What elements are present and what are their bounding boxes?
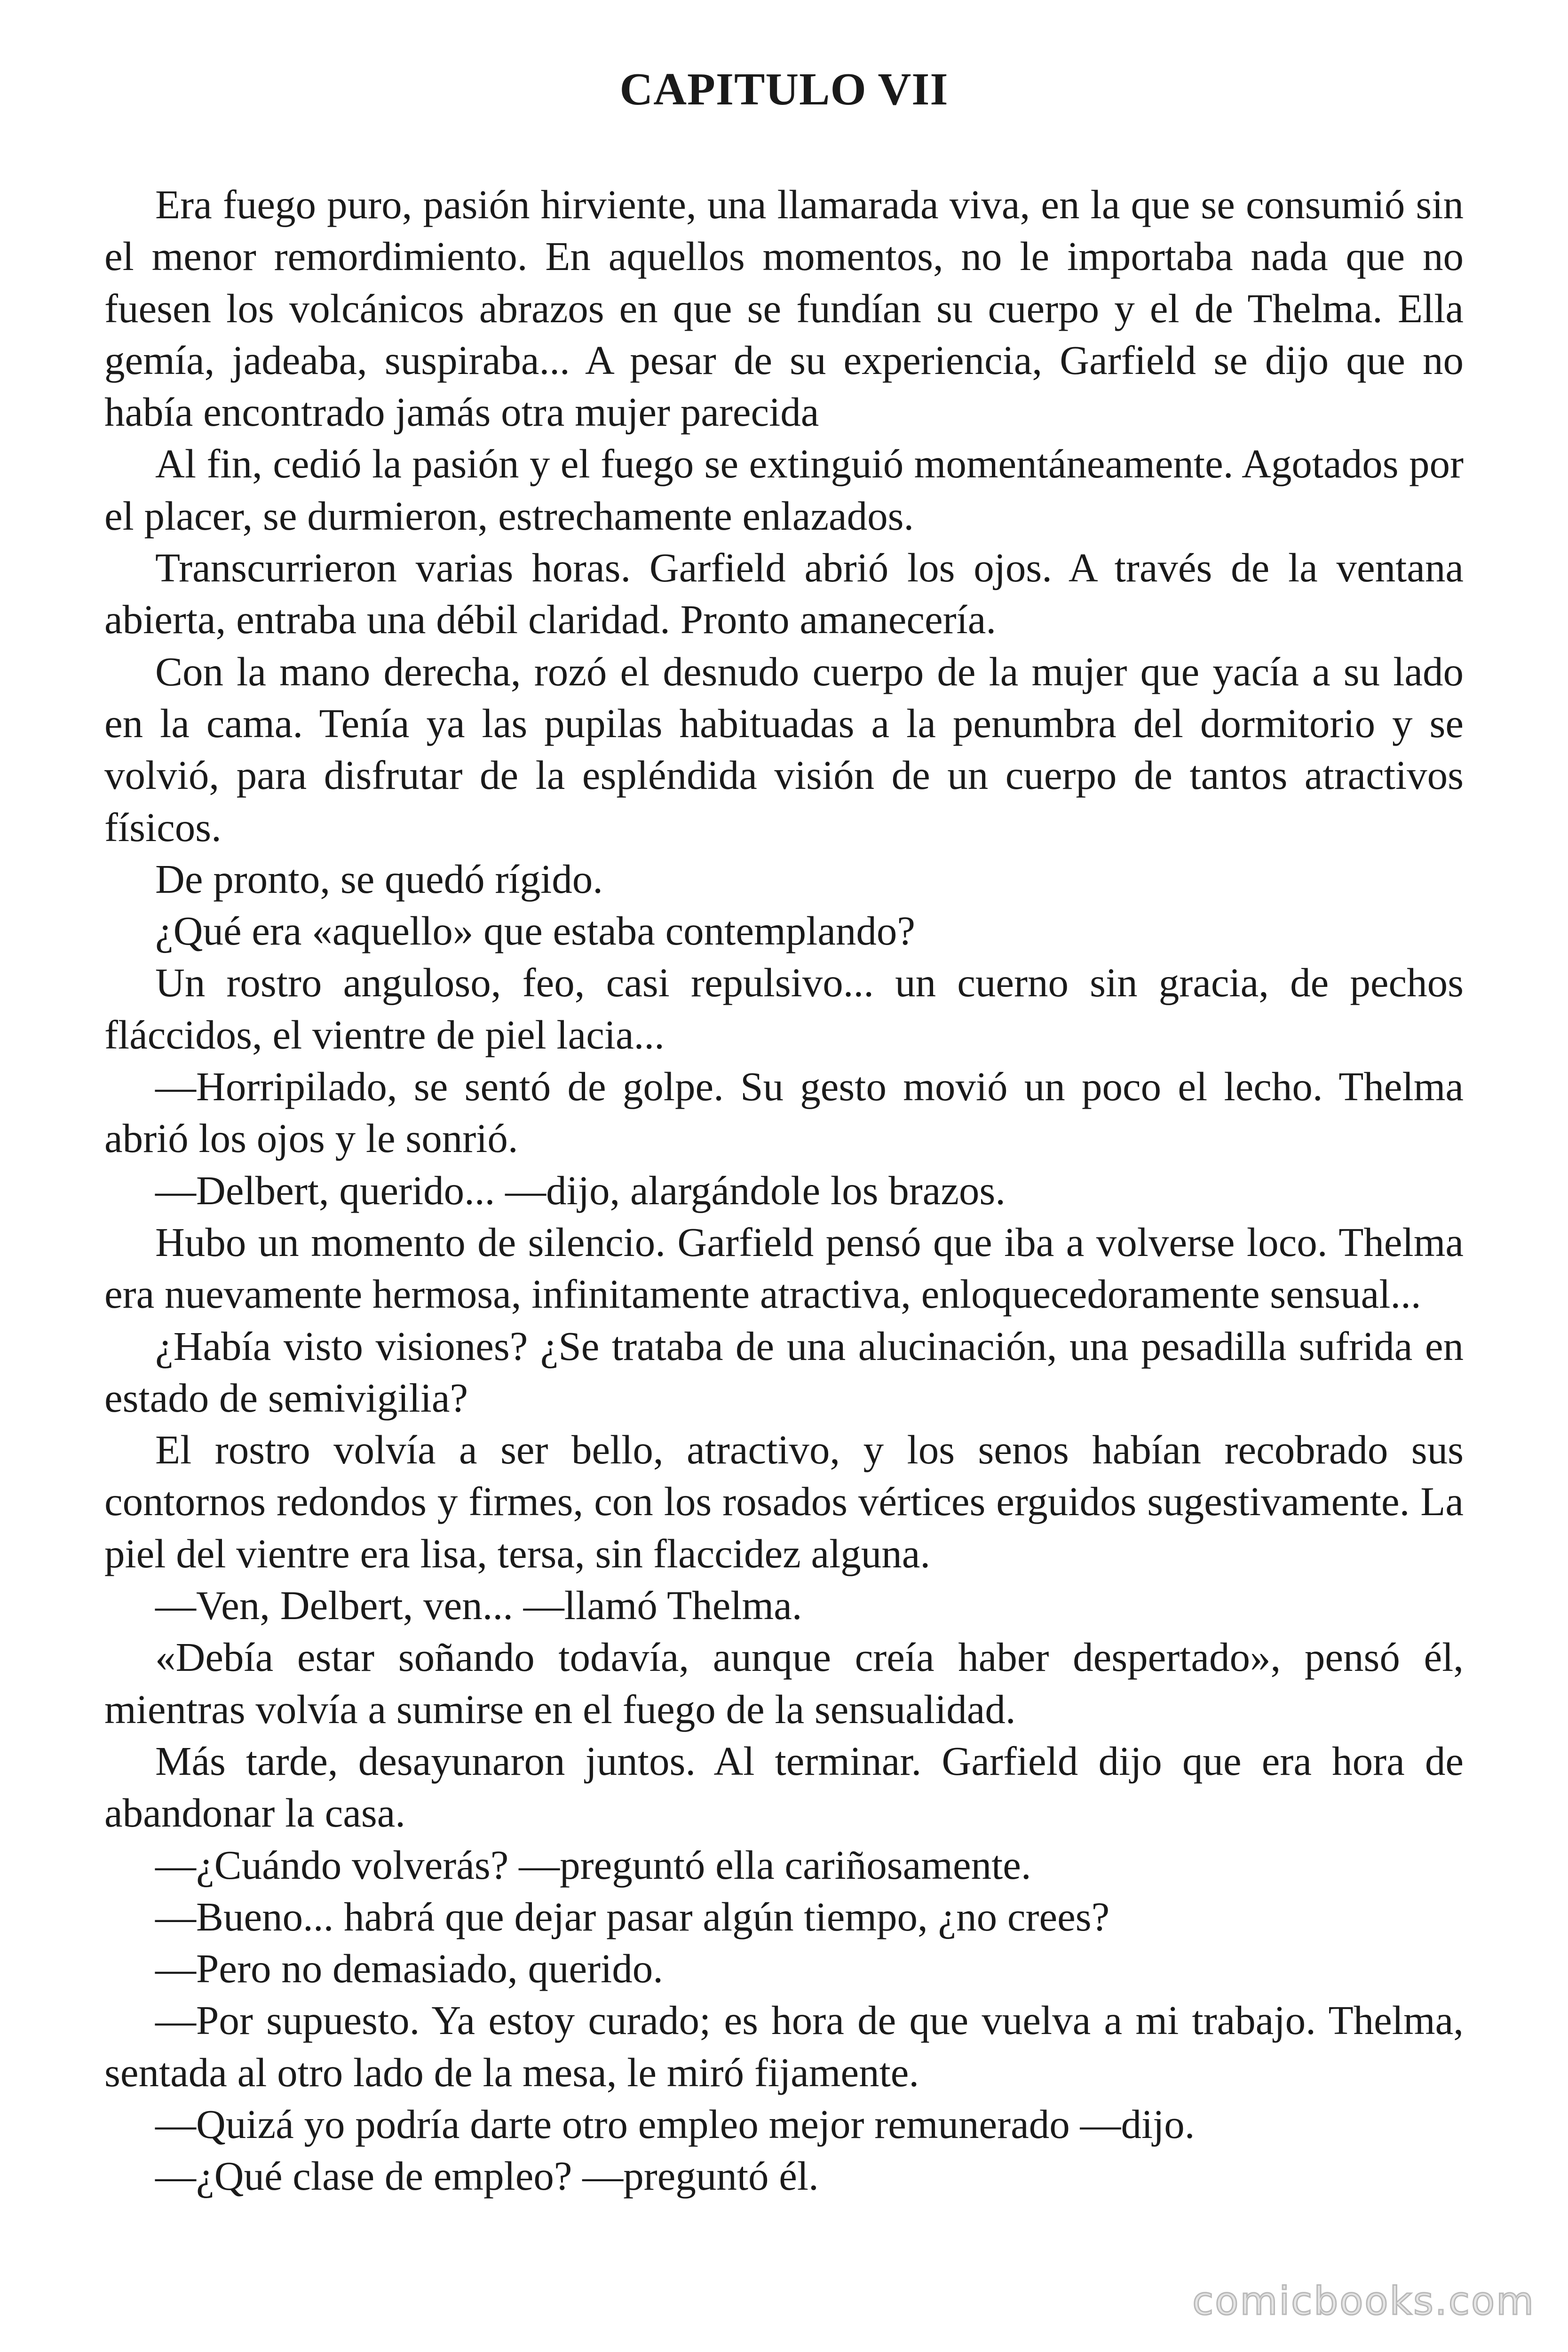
paragraph: Un rostro anguloso, feo, casi repulsivo... un cuerno sin gracia, de pechos fláccidos, el vientre de piel lacia... bbox=[104, 960, 1464, 1057]
chapter-body bbox=[104, 179, 1464, 2202]
paragraph: De pronto, se quedó rígido. bbox=[155, 856, 603, 902]
paragraph: Con la mano derecha, rozó el desnudo cuerpo de la mujer que yacía a su lado en la cama. Tenía ya las pupilas habituadas a la penumbra del dormitorio y se volvió, para disfrutar de la espléndida visión de un cuerpo de tantos atractivos físicos. bbox=[104, 648, 1464, 850]
paragraph: Al fin, cedió la pasión y el fuego se extinguió momentáneamente. Agotados por el placer, se durmieron, estrechamente enlazados. bbox=[104, 441, 1464, 539]
paragraph: —¿Cuándo volverás? —preguntó ella cariñosamente. bbox=[155, 1842, 1031, 1888]
paragraph: Más tarde, desayunaron juntos. Al terminar. Garfield dijo que era hora de abandonar la casa. bbox=[104, 1738, 1464, 1836]
paragraph: —Delbert, querido... —dijo, alargándole los brazos. bbox=[155, 1167, 1006, 1213]
paragraph: —¿Qué clase de empleo? —preguntó él. bbox=[155, 2153, 819, 2199]
paragraph: Transcurrieron varias horas. Garfield abrió los ojos. A través de la ventana abierta, entraba una débil claridad. Pronto amanecería. bbox=[104, 545, 1464, 643]
paragraph: —Bueno... habrá que dejar pasar algún tiempo, ¿no crees? bbox=[155, 1893, 1110, 1939]
paragraph: Era fuego puro, pasión hirviente, una llamarada viva, en la que se consumió sin el menor remordimiento. En aquellos momentos, no le importaba nada que no fuesen los volcánicos abrazos en que se fundían su cuerpo y el de Thelma. Ella gemía, jadeaba, suspiraba... A pesar de su experiencia, Garfield se dijo que no había encontrado jamás otra mujer parecida bbox=[104, 182, 1464, 435]
paragraph: Hubo un momento de silencio. Garfield pensó que iba a volverse loco. Thelma era nuevamente hermosa, infinitamente atractiva, enloquecedoramente sensual... bbox=[104, 1219, 1464, 1317]
paragraph: ¿Había visto visiones? ¿Se trataba de una alucinación, una pesadilla sufrida en estado de semivigilia? bbox=[104, 1323, 1464, 1421]
paragraph: —Ven, Delbert, ven... —llamó Thelma. bbox=[155, 1582, 802, 1629]
chapter-title: CAPITULO VII bbox=[619, 64, 949, 115]
paragraph: «Debía estar soñando todavía, aunque creía haber despertado», pensó él, mientras volvía a sumirse en el fuego de la sensualidad. bbox=[104, 1634, 1464, 1732]
paragraph: ¿Qué era «aquello» que estaba contemplando? bbox=[155, 908, 916, 954]
watermark: comicbooks.com bbox=[1192, 2279, 1535, 2324]
paragraph: El rostro volvía a ser bello, atractivo, y los senos habían recobrado sus contornos redondos y firmes, con los rosados vértices erguidos sugestivamente. La piel del vientre era lisa, tersa, sin flaccidez alguna. bbox=[104, 1427, 1464, 1576]
paragraph: —Horripilado, se sentó de golpe. Su gesto movió un poco el lecho. Thelma abrió los ojos y le sonrió. bbox=[104, 1064, 1464, 1161]
paragraph: —Quizá yo podría darte otro empleo mejor remunerado —dijo. bbox=[155, 2101, 1195, 2147]
paragraph: —Por supuesto. Ya estoy curado; es hora de que vuelva a mi trabajo. Thelma, sentada al otro lado de la mesa, le miró fijamente. bbox=[104, 1997, 1464, 2095]
paragraph: —Pero no demasiado, querido. bbox=[155, 1946, 664, 1992]
